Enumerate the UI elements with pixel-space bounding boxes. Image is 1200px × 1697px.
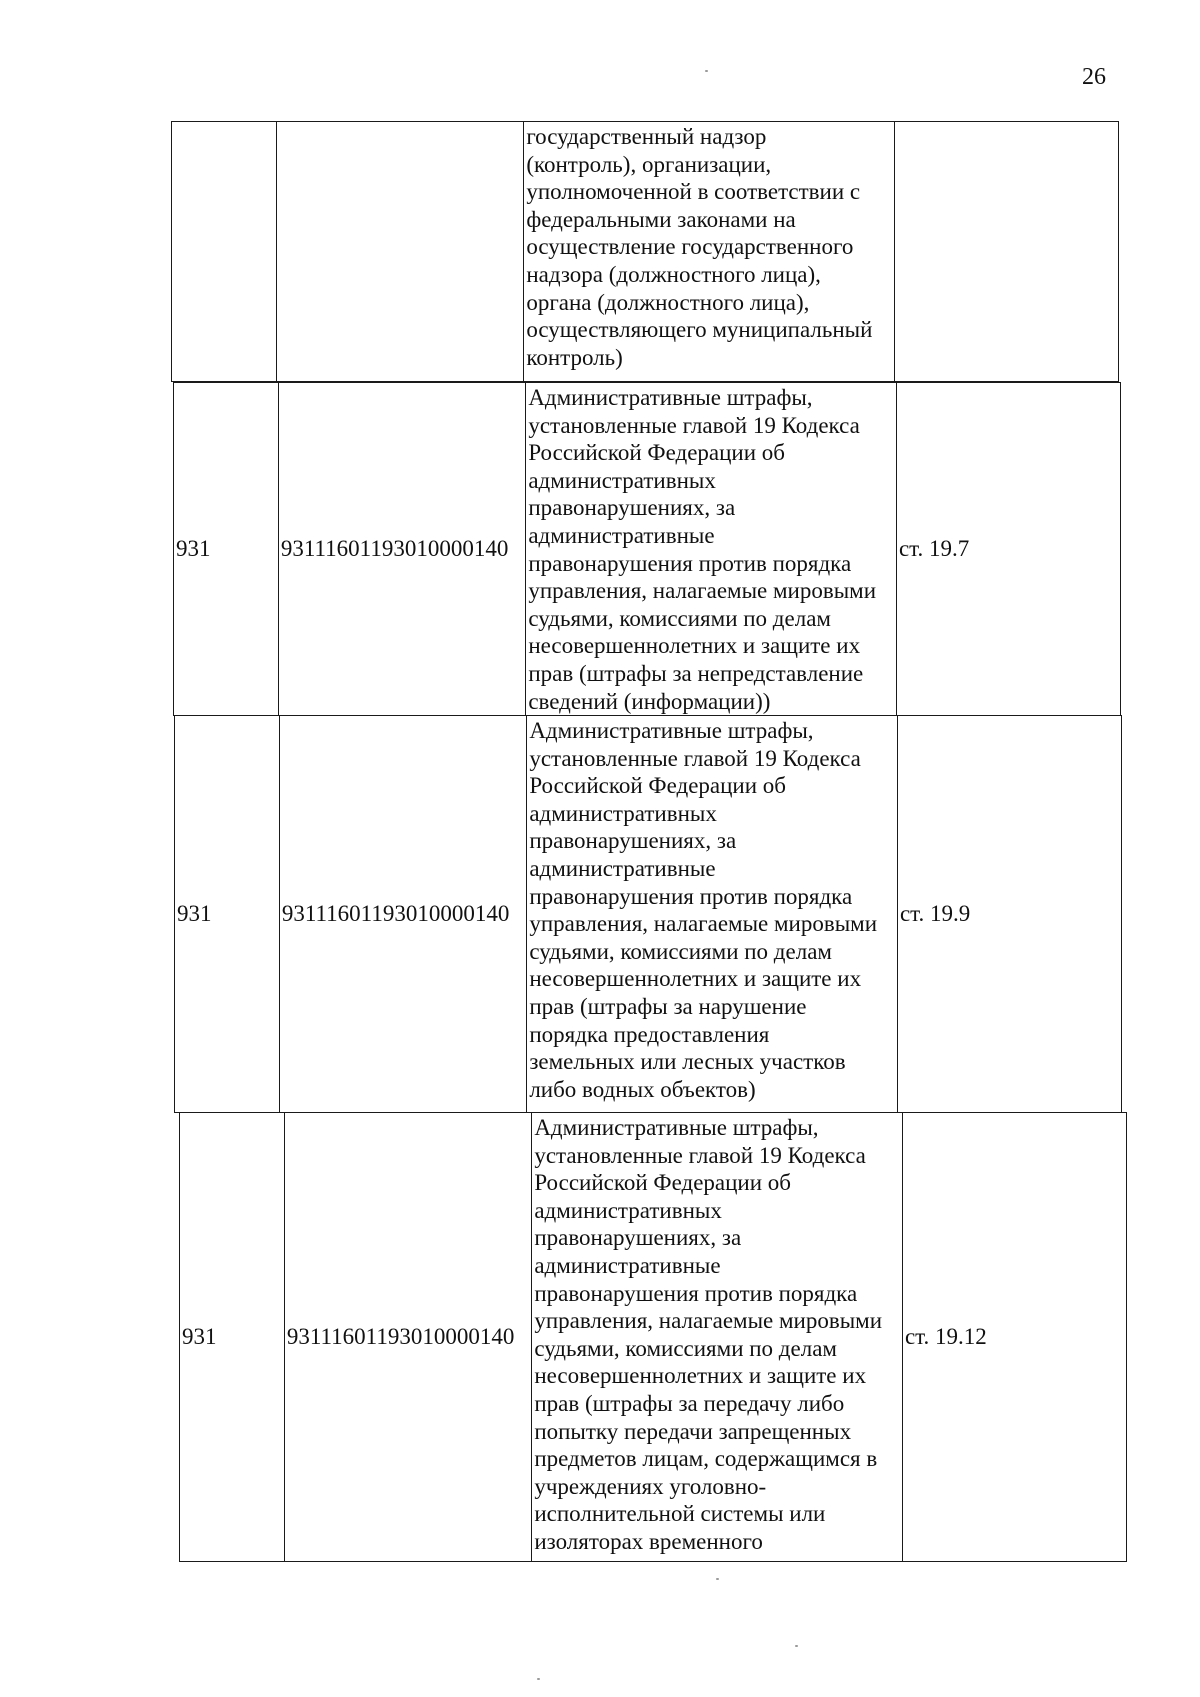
scan-speck xyxy=(537,1678,540,1680)
description-cell: Административные штрафы, установленные главой 19 Кодекса Российской Федерации об административных правонарушениях, за административные правонарушения против порядка управления, налагаемые мировыми судьями, комиссиями по делам несовершеннолетних и защите их прав (штрафы за нарушение порядка предоставления земельных или лесных участков либо водных объектов) xyxy=(527,716,898,1113)
kbk-code-cell: 93111601193010000140 xyxy=(279,716,526,1113)
kbk-code-cell xyxy=(276,122,523,382)
admin-code-cell: 931 xyxy=(174,383,279,716)
scan-speck xyxy=(705,70,708,72)
description-cell: Административные штрафы, установленные главой 19 Кодекса Российской Федерации об административных правонарушениях, за административные правонарушения против порядка управления, налагаемые мировыми судьями, комиссиями по делам несовершеннолетних и защите их прав (штрафы за передачу либо попытку передачи запрещенных предметов лицам, содержащимся в учреждениях уголовно- исполнительной системы или изоляторах временного xyxy=(532,1113,903,1562)
article-cell: ст. 19.9 xyxy=(897,716,1121,1113)
table-row xyxy=(172,122,1119,382)
page-number: 26 xyxy=(1082,64,1106,90)
admin-code-cell xyxy=(172,122,277,382)
table-row xyxy=(180,1113,1127,1562)
article-cell: ст. 19.7 xyxy=(896,383,1120,716)
budget-table-row-1 xyxy=(171,121,1119,382)
budget-table-row-4 xyxy=(179,1112,1127,1562)
article-cell xyxy=(894,122,1118,382)
description-cell: Административные штрафы, установленные главой 19 Кодекса Российской Федерации об административных правонарушениях, за административные правонарушения против порядка управления, налагаемые мировыми судьями, комиссиями по делам несовершеннолетних и защите их прав (штрафы за непредставление сведений (информации)) xyxy=(526,383,897,716)
admin-code-cell: 931 xyxy=(180,1113,285,1562)
table-row xyxy=(174,383,1121,716)
kbk-code-cell: 93111601193010000140 xyxy=(284,1113,531,1562)
budget-table-row-3 xyxy=(174,715,1122,1113)
table-row xyxy=(175,716,1122,1113)
admin-code-cell: 931 xyxy=(175,716,280,1113)
article-cell: ст. 19.12 xyxy=(902,1113,1126,1562)
kbk-code-cell: 93111601193010000140 xyxy=(278,383,525,716)
description-cell: государственный надзор (контроль), организации, уполномоченной в соответствии с федеральными законами на осуществление государственного надзора (должностного лица), органа (должностного лица), осуществляющего муниципальный контроль) xyxy=(524,122,895,382)
scan-speck xyxy=(795,1645,798,1647)
budget-table-row-2 xyxy=(173,382,1121,716)
scan-speck xyxy=(716,1578,719,1580)
